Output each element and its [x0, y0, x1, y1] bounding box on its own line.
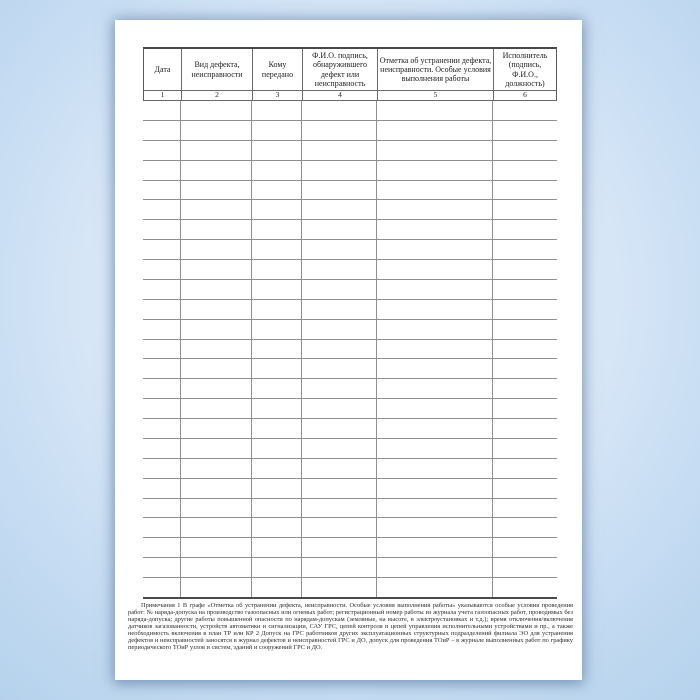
table-cell	[493, 200, 557, 219]
table-cell	[143, 300, 181, 319]
table-cell	[252, 419, 302, 438]
table-cell	[181, 161, 252, 180]
table-cell	[302, 161, 377, 180]
table-row	[143, 518, 557, 538]
table-cell	[181, 300, 252, 319]
table-cell	[493, 141, 557, 160]
column-number-row	[143, 91, 557, 101]
table-cell	[252, 518, 302, 537]
header-cell-date: Дата	[144, 49, 182, 90]
table-row	[143, 558, 557, 578]
table-cell	[302, 399, 377, 418]
table-cell	[493, 538, 557, 557]
table-cell	[181, 459, 252, 478]
table-cell	[143, 518, 181, 537]
table-cell	[143, 578, 181, 597]
table-cell	[252, 439, 302, 458]
table-cell	[302, 558, 377, 577]
table-cell	[252, 260, 302, 279]
table-cell	[302, 359, 377, 378]
table-row	[143, 300, 557, 320]
table-cell	[377, 101, 493, 120]
header-cell-executor: Исполнитель (подпись, Ф.И.О., должность)	[502, 51, 548, 88]
table-cell	[252, 499, 302, 518]
table-row	[143, 200, 557, 220]
table-cell	[143, 479, 181, 498]
table-cell	[493, 161, 557, 180]
table-cell	[302, 518, 377, 537]
table-cell	[493, 499, 557, 518]
table-cell	[252, 121, 302, 140]
table-cell	[493, 340, 557, 359]
table-cell	[252, 578, 302, 597]
table-cell	[302, 459, 377, 478]
table-cell	[181, 121, 252, 140]
table-body	[143, 101, 557, 599]
table-cell	[181, 399, 252, 418]
table-cell	[493, 518, 557, 537]
table-cell	[493, 181, 557, 200]
table-cell	[252, 161, 302, 180]
notes-text: Примечания 1 В графе «Отметка об устранении дефекта, неисправности. Особые условия выполнения работы» указываются особые условия проведения работ: № наряда-допуска на производство газоопасных или огневых работ; регистрационный номер работы из журнала учета газоопасных работ, проводимых без наряда-допуска; другие работы повышенной опасности по нарядам-допускам (земляные, на высоте, в электроустановках и т.д.); время отключения/включения датчиков загазованности, устройств автоматики и сигнализации, САУ ГРС, цепей контроля и цепей управления исполнительными устройствами и пр., а также необходимость включения в план ТР или КР 2 Допуск на ГРС работников других эксплуатационных структурных подразделений филиала ЭО для устранения дефектов и неисправностей заносятся в журнал дефектов и неисправностей ГРС и ДО, допуск для проведения ТОиР – в журнале выполненных работ по графику периодического ТОиР узлов и систем, зданий и сооружений ГРС и ДО.	[128, 602, 573, 651]
table-cell	[493, 419, 557, 438]
table-cell	[181, 578, 252, 597]
table-cell	[302, 240, 377, 259]
table-cell	[143, 538, 181, 557]
table-cell	[377, 280, 493, 299]
table-cell	[252, 340, 302, 359]
table-cell	[143, 379, 181, 398]
table-cell	[493, 121, 557, 140]
table-cell	[377, 578, 493, 597]
table-row	[143, 220, 557, 240]
table-cell	[143, 200, 181, 219]
table-cell	[493, 240, 557, 259]
table-cell	[493, 379, 557, 398]
table-cell	[377, 359, 493, 378]
defect-journal-table	[143, 47, 557, 599]
table-cell	[302, 419, 377, 438]
table-cell	[252, 141, 302, 160]
table-cell	[493, 101, 557, 120]
table-cell	[143, 240, 181, 259]
table-cell	[493, 320, 557, 339]
table-cell	[143, 439, 181, 458]
table-row	[143, 538, 557, 558]
table-cell	[252, 240, 302, 259]
document-page	[115, 20, 582, 680]
table-cell	[377, 499, 493, 518]
table-cell	[377, 200, 493, 219]
table-cell	[377, 340, 493, 359]
table-cell	[143, 121, 181, 140]
table-cell	[377, 220, 493, 239]
header-cell-discoverer: Ф.И.О. подпись, обнаружившего дефект или неисправность	[303, 49, 378, 90]
table-cell	[143, 499, 181, 518]
table-cell	[493, 260, 557, 279]
table-cell	[377, 459, 493, 478]
table-cell	[493, 439, 557, 458]
table-cell	[302, 439, 377, 458]
table-cell	[252, 538, 302, 557]
table-cell	[143, 141, 181, 160]
table-cell	[252, 558, 302, 577]
table-row	[143, 260, 557, 280]
table-row	[143, 379, 557, 399]
table-cell	[143, 459, 181, 478]
table-cell	[181, 320, 252, 339]
table-cell	[181, 558, 252, 577]
table-cell	[252, 459, 302, 478]
table-cell	[493, 399, 557, 418]
table-row	[143, 578, 557, 597]
table-cell	[252, 220, 302, 239]
table-cell	[252, 399, 302, 418]
table-row	[143, 161, 557, 181]
table-cell	[377, 260, 493, 279]
table-cell	[302, 320, 377, 339]
table-cell	[252, 359, 302, 378]
table-row	[143, 181, 557, 201]
table-cell	[181, 101, 252, 120]
table-cell	[181, 538, 252, 557]
table-cell	[181, 240, 252, 259]
table-cell	[377, 181, 493, 200]
table-cell	[377, 419, 493, 438]
header-cell-defect-type: Вид дефекта, неисправности	[182, 49, 253, 90]
table-cell	[302, 141, 377, 160]
table-header-row	[143, 47, 557, 91]
table-cell	[302, 280, 377, 299]
table-cell	[181, 439, 252, 458]
table-row	[143, 479, 557, 499]
table-cell	[143, 320, 181, 339]
table-cell	[377, 161, 493, 180]
table-row	[143, 459, 557, 479]
table-cell	[181, 181, 252, 200]
table-cell	[302, 220, 377, 239]
table-cell	[493, 220, 557, 239]
table-cell	[377, 240, 493, 259]
table-row	[143, 359, 557, 379]
table-row	[143, 439, 557, 459]
table-row	[143, 280, 557, 300]
table-cell	[377, 300, 493, 319]
table-cell	[302, 499, 377, 518]
table-cell	[143, 181, 181, 200]
table-cell	[377, 518, 493, 537]
table-cell	[252, 320, 302, 339]
table-cell	[493, 558, 557, 577]
column-number: 5	[378, 91, 494, 100]
table-cell	[377, 399, 493, 418]
table-cell	[493, 459, 557, 478]
table-cell	[181, 479, 252, 498]
table-cell	[181, 518, 252, 537]
table-cell	[302, 340, 377, 359]
table-cell	[143, 558, 181, 577]
table-row	[143, 320, 557, 340]
table-row	[143, 141, 557, 161]
column-number: 3	[253, 91, 303, 100]
column-number: 4	[303, 91, 378, 100]
table-cell	[143, 359, 181, 378]
table-cell	[181, 359, 252, 378]
table-cell	[302, 101, 377, 120]
column-number: 6	[523, 90, 527, 99]
table-cell	[181, 260, 252, 279]
table-row	[143, 419, 557, 439]
table-cell	[493, 578, 557, 597]
table-cell	[143, 399, 181, 418]
table-cell	[377, 558, 493, 577]
table-cell	[143, 260, 181, 279]
table-cell	[302, 538, 377, 557]
table-row	[143, 240, 557, 260]
table-cell	[302, 479, 377, 498]
table-cell	[252, 280, 302, 299]
table-cell	[302, 379, 377, 398]
table-cell	[302, 300, 377, 319]
table-cell	[181, 419, 252, 438]
table-cell	[377, 379, 493, 398]
table-cell	[143, 280, 181, 299]
table-cell	[181, 280, 252, 299]
table-cell	[143, 161, 181, 180]
table-row	[143, 399, 557, 419]
table-cell	[252, 379, 302, 398]
table-cell	[181, 141, 252, 160]
table-cell	[252, 200, 302, 219]
table-cell	[252, 479, 302, 498]
table-cell	[377, 141, 493, 160]
table-cell	[493, 300, 557, 319]
column-number: 1	[144, 91, 182, 100]
table-cell	[377, 121, 493, 140]
table-cell	[181, 200, 252, 219]
table-cell	[181, 340, 252, 359]
table-cell	[302, 260, 377, 279]
table-cell	[181, 220, 252, 239]
table-cell	[143, 101, 181, 120]
table-cell	[377, 320, 493, 339]
table-cell	[143, 419, 181, 438]
table-cell	[143, 340, 181, 359]
table-cell	[181, 499, 252, 518]
table-row	[143, 340, 557, 360]
table-cell	[181, 379, 252, 398]
table-row	[143, 121, 557, 141]
table-cell	[252, 101, 302, 120]
header-cell-transferred-to: Кому передано	[253, 49, 303, 90]
table-cell	[302, 181, 377, 200]
table-row	[143, 499, 557, 519]
table-cell	[377, 439, 493, 458]
table-cell	[302, 578, 377, 597]
table-cell	[143, 220, 181, 239]
table-cell	[493, 479, 557, 498]
header-cell-elimination-mark: Отметка об устранении дефекта, неисправности. Особые условия выполнения работы	[378, 49, 494, 90]
table-row	[143, 101, 557, 121]
table-cell	[302, 121, 377, 140]
table-cell	[252, 181, 302, 200]
table-cell	[252, 300, 302, 319]
table-cell	[302, 200, 377, 219]
column-number: 2	[182, 91, 253, 100]
table-cell	[493, 280, 557, 299]
table-cell	[493, 359, 557, 378]
table-cell	[377, 479, 493, 498]
table-cell	[377, 538, 493, 557]
